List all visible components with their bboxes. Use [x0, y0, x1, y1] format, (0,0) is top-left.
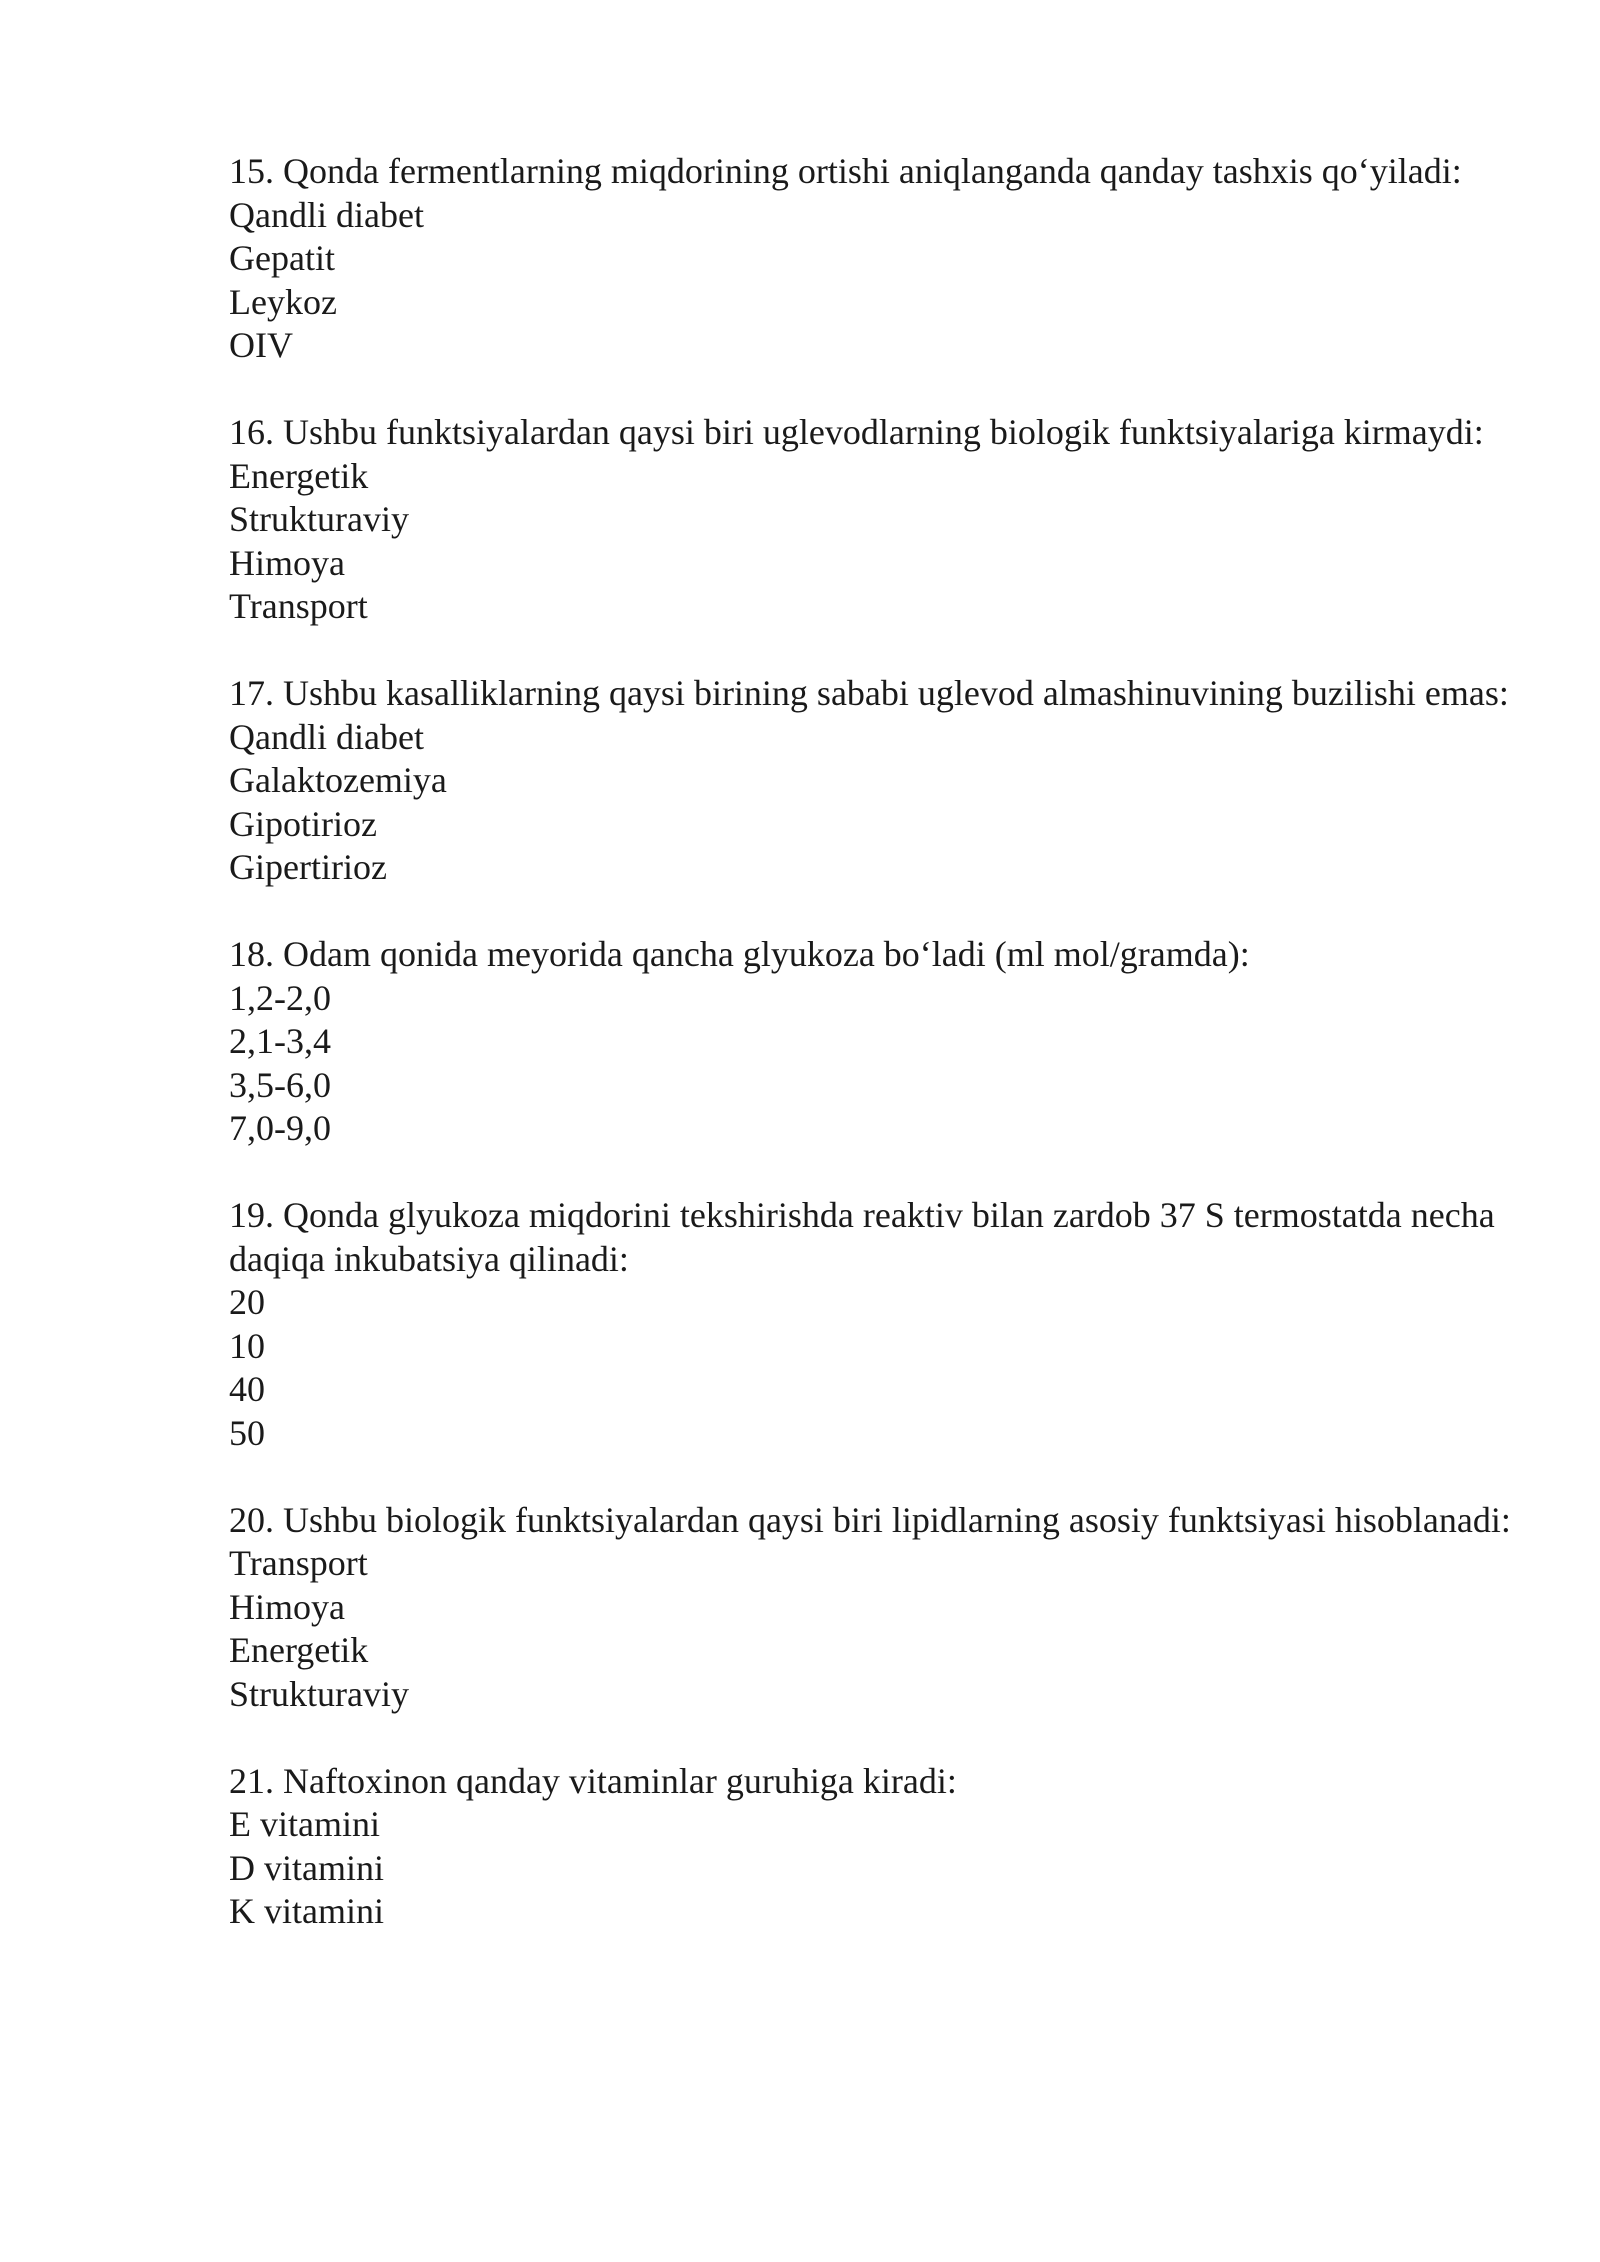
- question-18: [229, 933, 1529, 1151]
- question-text: 19. Qonda glyukoza miqdorini tekshirishda reaktiv bilan zardob 37 S termostatda necha daqiqa inkubatsiya qilinadi:: [229, 1195, 1495, 1279]
- question-20: [229, 1499, 1529, 1717]
- answer-option: Gipotirioz: [229, 803, 377, 844]
- answer-option: Qandli diabet: [229, 194, 424, 235]
- answer-option: D vitamini: [229, 1847, 384, 1888]
- answer-option: Leykoz: [229, 281, 337, 322]
- answer-option: Gepatit: [229, 238, 335, 278]
- answer-option: 3,5-6,0: [229, 1064, 331, 1105]
- answer-option: Galaktozemiya: [229, 760, 447, 800]
- answer-option: 50: [229, 1412, 265, 1453]
- question-text: 17. Ushbu kasalliklarning qaysi birining sababi uglevod almashinuvining buzilishi emas:: [229, 673, 1509, 713]
- answer-option: Transport: [229, 586, 368, 626]
- question-21: [229, 1760, 1529, 1934]
- answer-option: K vitamini: [229, 1891, 384, 1931]
- answer-option: Himoya: [229, 542, 345, 583]
- question-text: 15. Qonda fermentlarning miqdorining ortishi aniqlanganda qanday tashxis qo‘yiladi:: [229, 151, 1462, 191]
- question-17: [229, 672, 1529, 890]
- answer-option: 10: [229, 1325, 265, 1366]
- answer-option: 2,1-3,4: [229, 1021, 331, 1061]
- question-15: [229, 150, 1529, 368]
- question-16: [229, 411, 1529, 629]
- answer-options: [229, 977, 1529, 1151]
- answer-options: [229, 1542, 1529, 1716]
- answer-option: Energetik: [229, 1630, 369, 1670]
- question-19: [229, 1194, 1529, 1455]
- document-page: [229, 150, 1529, 1977]
- answer-option: 40: [229, 1369, 265, 1409]
- answer-option: Strukturaviy: [229, 499, 409, 539]
- question-text: 16. Ushbu funktsiyalardan qaysi biri uglevodlarning biologik funktsiyalariga kirmaydi:: [229, 412, 1484, 452]
- question-text: 18. Odam qonida meyorida qancha glyukoza bo‘ladi (ml mol/gramda):: [229, 934, 1250, 974]
- answer-option: Energetik: [229, 455, 369, 496]
- answer-option: OIV: [229, 325, 293, 365]
- answer-options: [229, 455, 1529, 629]
- answer-option: E vitamini: [229, 1804, 380, 1844]
- answer-option: Qandli diabet: [229, 716, 424, 757]
- answer-options: [229, 194, 1529, 368]
- answer-option: Transport: [229, 1543, 368, 1583]
- answer-option: 7,0-9,0: [229, 1108, 331, 1148]
- answer-options: [229, 716, 1529, 890]
- answer-option: 1,2-2,0: [229, 977, 331, 1018]
- answer-option: Himoya: [229, 1586, 345, 1627]
- question-text: 20. Ushbu biologik funktsiyalardan qaysi biri lipidlarning asosiy funktsiyasi hisoblanadi:: [229, 1499, 1511, 1540]
- answer-options: [229, 1281, 1529, 1455]
- question-text: 21. Naftoxinon qanday vitaminlar guruhiga kiradi:: [229, 1760, 957, 1801]
- answer-option: Strukturaviy: [229, 1673, 409, 1714]
- answer-option: 20: [229, 1282, 265, 1322]
- answer-option: Gipertirioz: [229, 847, 387, 887]
- answer-options: [229, 1803, 1529, 1934]
